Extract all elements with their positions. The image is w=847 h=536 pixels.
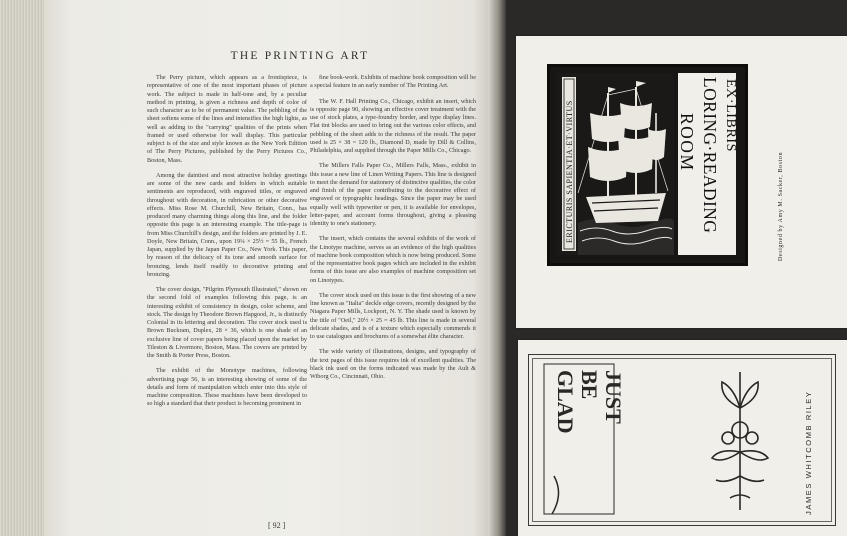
- paragraph: The cover design, "Pilgrim Plymouth Illustrated," shown on the second fold of examples following this page, is an interesting exhibit of consistency in design, color scheme, and stock. The design by Theodore Brown Hapgood, Jr., is distinctly Colonial in its lettering and decoration. The cover stock used is Brown Buckram, Duplex, 28 × 36, which is one shade of an exclusive line of cover papers being placed upon the market by Tileston & Livermore, Boston, Mass. The covers are printed by the Smith & Porter Press, Boston.: [147, 286, 307, 359]
- paragraph: The exhibit of the Monotype machines, following advertising page 56, is an interesting showing of some of the details and form of manipulation which enter into this style of machine composition. These machines have been developed to so high a standard that their product is becoming prominent in: [147, 367, 307, 408]
- ship-illustration: [556, 73, 674, 255]
- banner-text: ERICTURIS SAPIENTIA·ET·VIRTUS: [565, 100, 574, 243]
- paragraph: The insert, which contains the several exhibits of the work of the Linotype machine, serves as an evidence of the high qualities of machine book composition which is now being produced. Some of the representative book pages which are included in the exhibit forms of this issue are also examples of machine composition set on Linotypes.: [310, 235, 476, 284]
- book-gutter: [488, 0, 506, 536]
- paragraph: The W. F. Hall Printing Co., Chicago, exhibit an insert, which is opposite page 90, showing an effective cover treatment with the use of stock plates, a type-foundry border, and type display lines. Flat tint blocks are used to bring out the various color effects, and pebbling of the sheet adds to the richness of the result. The paper used is 25 × 38 = 120 lb., Diamond D, made by Dill & Collins, Philadelphia, and supplied through the Paper Mills Co., Chicago.: [310, 97, 476, 154]
- owner-text: LORING·READING: [700, 77, 720, 234]
- owner-text-line2: ROOM: [677, 113, 697, 172]
- title-word-be: BE: [577, 370, 602, 400]
- paragraph: The wide variety of illustrations, designs, and typography of the text pages of this issue requires ink of excellent qualities. The black ink used on the forms indicated was made by the Ault & Wiborg Co., Cincinnati, Ohio.: [310, 348, 476, 380]
- text-column-left: [147, 74, 307, 416]
- paragraph: The cover stock used on this issue is the first showing of a new line known as "Italia" deckle edge covers, recently designed by the Niagara Paper Mills, Lockport, N. Y. The shade used is known by the title of "Oeil," 20½ × 25 = 45 lb. This line is made in several delicate shades, and is of a texture which especially commends it to use catalogues and brochures of a somewhat élite character.: [310, 291, 476, 340]
- running-head: THE PRINTING ART: [230, 50, 370, 62]
- booklet-card: [518, 340, 847, 536]
- bookplate-card: [516, 36, 847, 328]
- bookplate: [547, 64, 748, 266]
- page-edges: [0, 0, 48, 536]
- paragraph: The Millers Falls Paper Co., Millers Falls, Mass., exhibit in this issue a new line of Linen Writing Papers. This line is designed to meet the demand for stationery of distinctive qualities, the color and finish of the paper contributing to the decorative effect of engraved or typographic headings. Since the paper may be used equally well with typewriter or pen, it is available for envelopes, letter-paper, and account forms throughout, giving a pleasing identity to one's stationery.: [310, 162, 476, 227]
- title-word-just: JUST: [601, 370, 626, 424]
- paragraph: Among the daintiest and most attractive holiday greetings are some of the new cards and folders in which suitable sentiments are reproduced, with engraved titles, or engraved throughout with decoration, in rubrication or other decorative effects. Miss Rose M. Churchill, New Britain, Conn., has produced many charming things along this line, and the folder opposite this page is an interesting example. The title-page is from Miss Churchill's design, and the folders are printed by J. E. Doyle, New Britain, Conn., upon 19¼ × 25½ = 55 lb., French Japan, supplied by the Japan Paper Co., New York. This paper, by reason of the delicacy of its tone and smooth surface for bronzing, lends itself readily to decorative printing and bronzing.: [147, 171, 307, 278]
- title-lettering: [544, 364, 626, 514]
- designer-credit: Designed by Amy M. Sacker, Boston: [778, 151, 784, 261]
- paragraph: The Perry picture, which appears as a frontispiece, is representative of one of the most important phases of picture work. The subject is made in half-tone and, by a peculiar method in printing, is given a richness and depth of color of such character as to be of permanent value. The pebbling of the sheet softens some of the lines and intensifies the high lights, as well as adding to the "carrying" qualities of the prints when framed or used otherwise for wall display. This particular subject is of the size and style known as the New York Edition of The Perry Pictures, published by the Perry Pictures Co., Boston, Mass.: [147, 74, 307, 164]
- title-word-glad: GLAD: [553, 370, 578, 434]
- text-column-right: [310, 74, 476, 388]
- paragraph: fine book-work. Exhibits of machine book composition will be a special feature in an early number of The Printing Art.: [310, 74, 476, 90]
- page-number: [ 92 ]: [268, 521, 286, 530]
- booklet-author: JAMES WHITCOMB RILEY: [804, 390, 813, 515]
- bookplate-lettering: [678, 73, 736, 255]
- floral-ornament: [700, 368, 780, 514]
- ex-libris-text: EX·LIBRIS: [723, 79, 738, 153]
